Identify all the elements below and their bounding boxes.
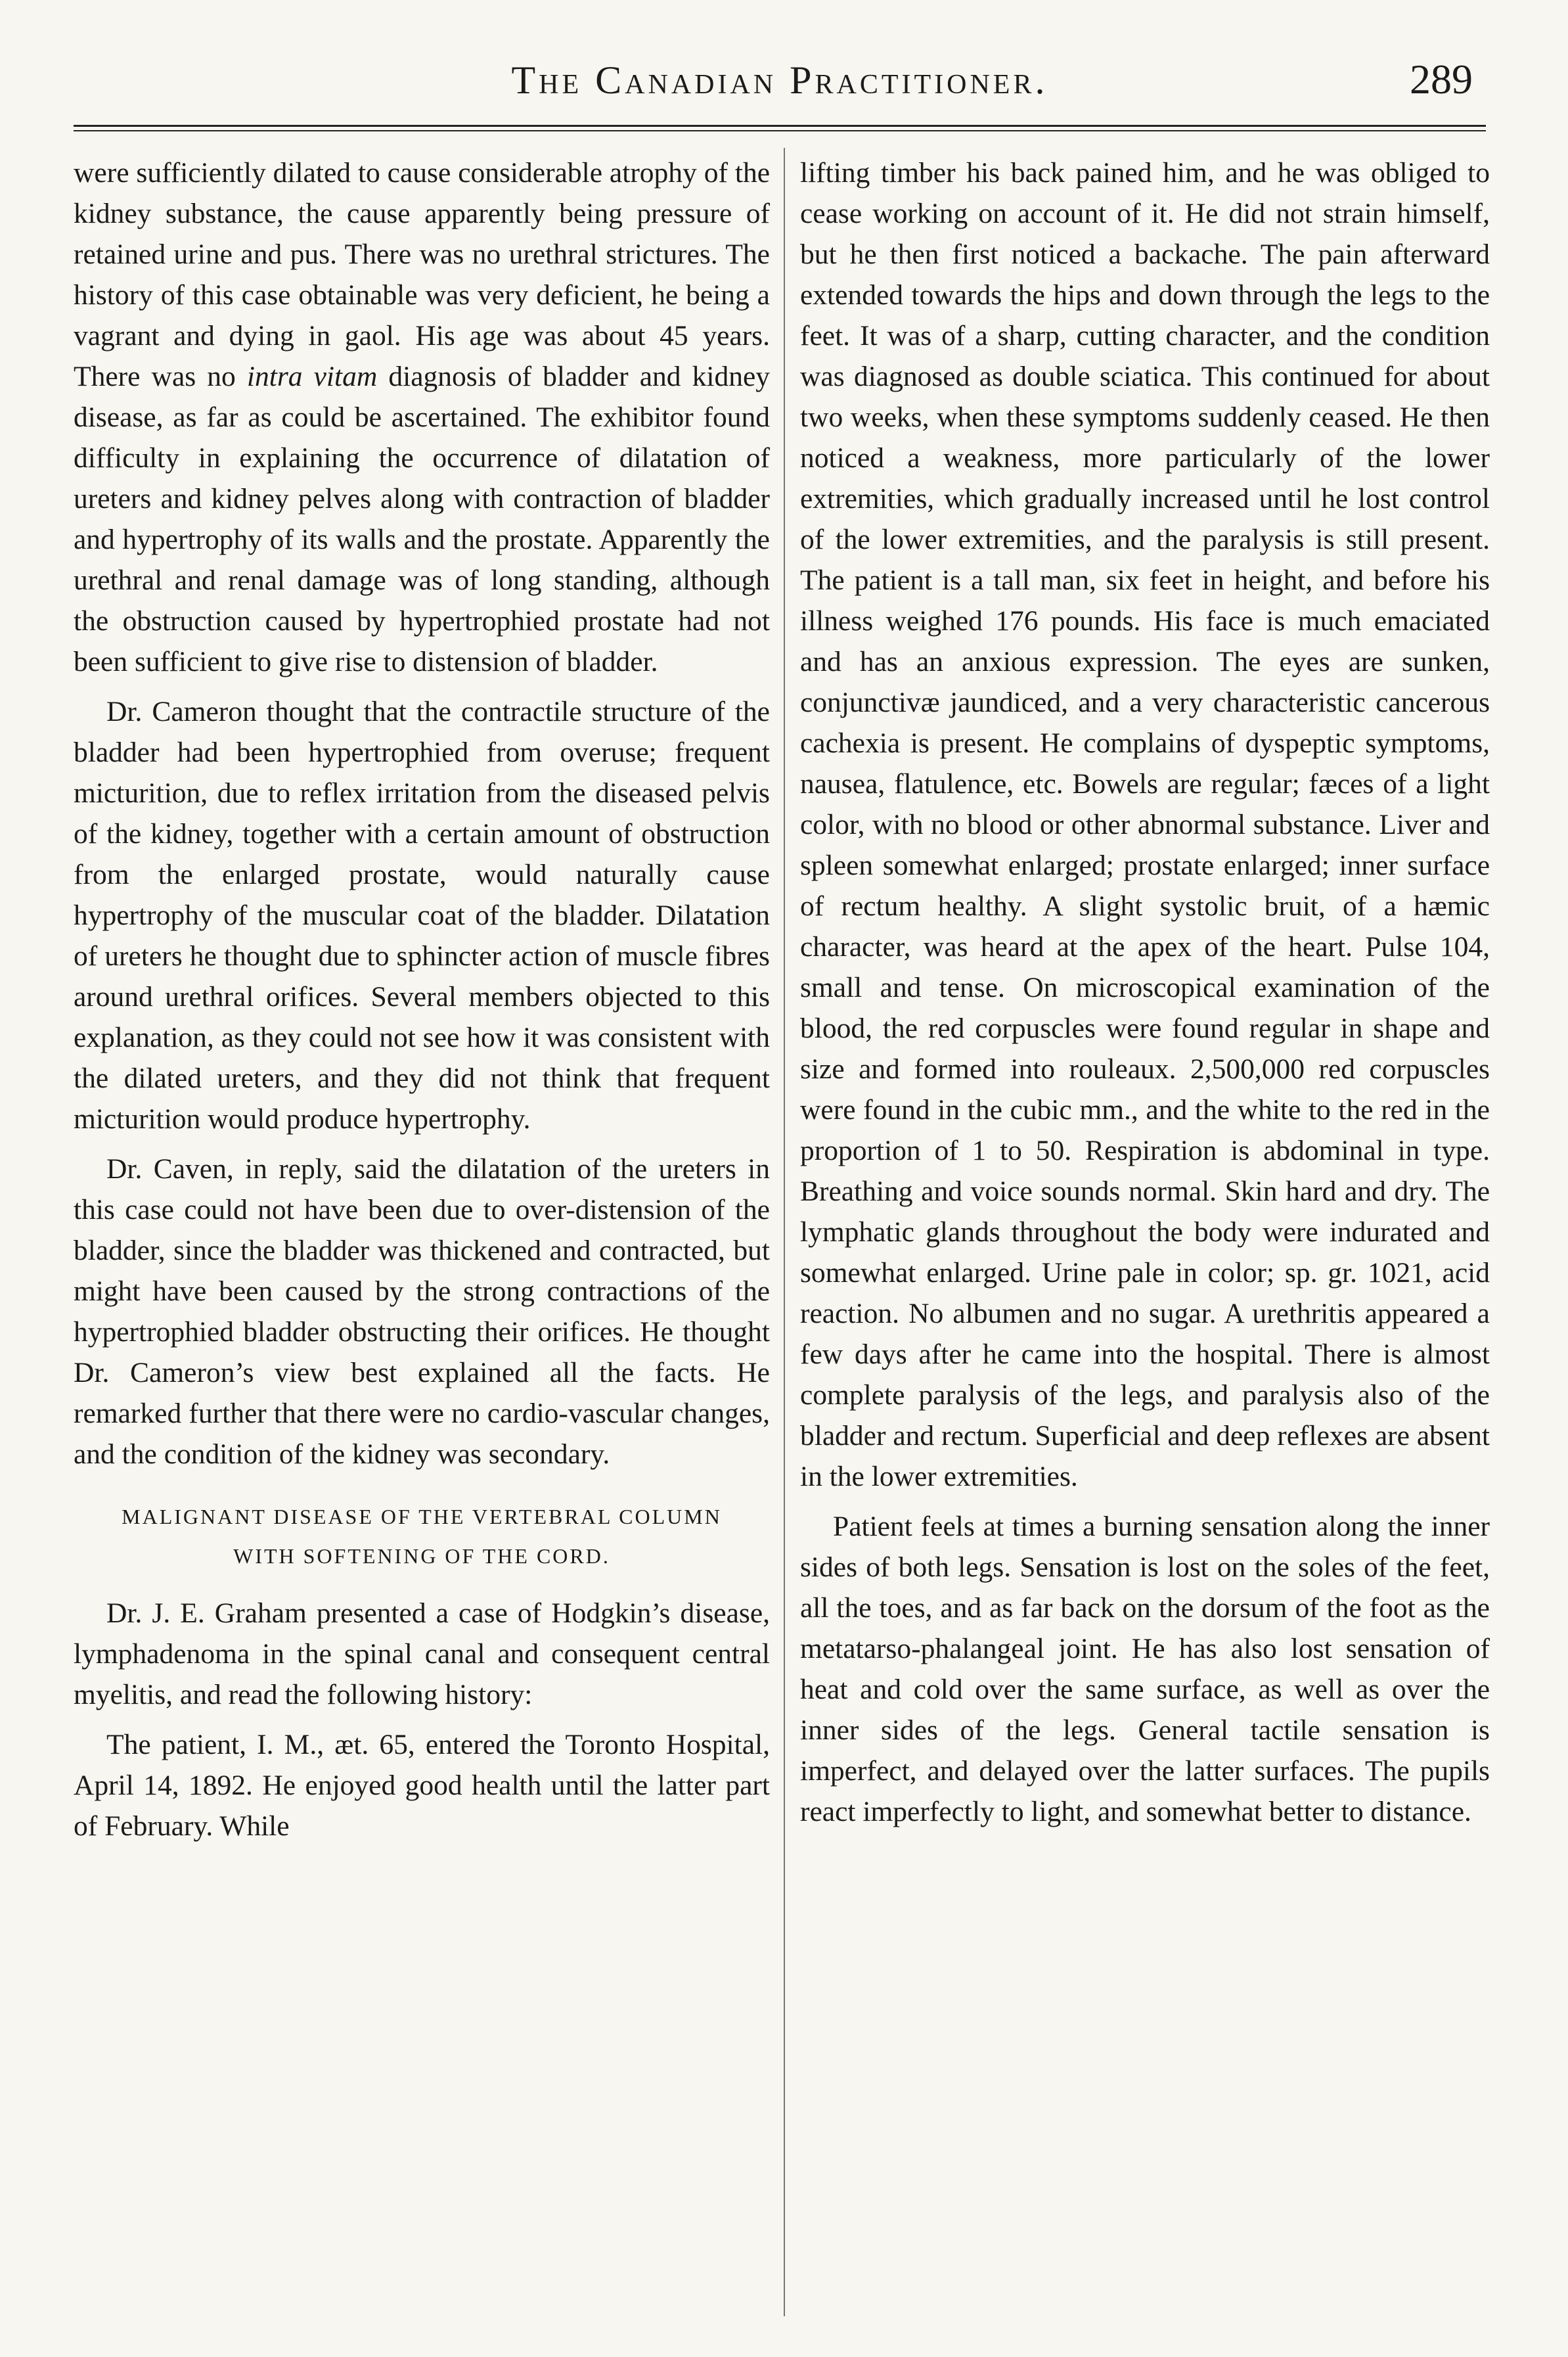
paragraph: lifting timber his back pained him, and he was obliged to cease working on account of it. He did not strain himself, but he then first noticed a backache. The pain afterward extended towards the hips and down through the legs to the feet. It was of a sharp, cutting character, and the condition was diagnosed as double sciatica. This continued for about two weeks, when these symptoms suddenly ceased. He then noticed a weakness, more particularly of the lower extremities, which gradually increased until he lost control of the lower extremities, and the paralysis is still present. The patient is a tall man, six feet in height, and before his illness weighed 176 pounds. His face is much emaciated and has an anxious expression. The eyes are sunken, conjunctivæ jaundiced, and a very characteristic cancerous cachexia is present. He complains of dyspeptic symptoms, nausea, flatulence, etc. Bowels are regular; fæces of a light color, with no blood or other abnormal substance. Liver and spleen somewhat enlarged; prostate enlarged; inner surface of rectum healthy. A slight systolic bruit, of a hæmic character, was heard at the apex of the heart. Pulse 104, small and tense. On microscopical examination of the blood, the red corpuscles were found regular in shape and size and formed into rouleaux. 2,500,000 red corpuscles were found in the cubic mm., and the white to the red in the proportion of 1 to 50. Respiration is abdominal in type. Breathing and voice sounds normal. Skin hard and dry. The lymphatic glands throughout the body were indurated and somewhat enlarged. Urine pale in color; sp. gr. 1021, acid reaction. No albumen and no sugar. A urethritis appeared a few days after he came into the hospital. There is almost complete paralysis of the legs, and paralysis also of the bladder and rectum. Superficial and deep reflexes are absent in the lower extremities.: [800, 157, 1490, 1492]
paragraph-text: were sufficiently dilated to cause considerable atrophy of the kidney substance, the cause apparently being pressure of retained urine and pus. There was no urethral strictures. The history of this case obtainable was very deficient, he being a vagrant and dying in gaol. His age was about 45 years. There was no: [74, 157, 770, 392]
header-rule-bottom: [74, 130, 1486, 131]
paragraph-text: diagnosis of bladder and kidney disease, as far as could be ascertained. The exhibitor found difficulty in explaining the occurrence of dilatation of ureters and kidney pelves along with contraction of bladder and hypertrophy of its walls and the prostate. Apparently the urethral and renal damage was of long standing, although the obstruction caused by hypertrophied prostate had not been sufficient to give rise to distension of bladder.: [74, 361, 771, 677]
paragraph: [74, 152, 770, 682]
section-heading-line: WITH SOFTENING OF THE CORD.: [233, 1544, 610, 1568]
running-title: The Canadian Practitioner.: [511, 58, 1048, 102]
italic-phrase: intra vitam: [246, 361, 378, 392]
column-divider: [784, 148, 785, 2316]
page-header: [74, 46, 1486, 118]
header-rule-top: [74, 125, 1486, 127]
page-number: 289: [1410, 56, 1473, 103]
paragraph: Dr. J. E. Graham presented a case of Hodgkin’s disease, lymphadenoma in the spinal canal and consequent central myelitis, and read the following history:: [74, 1597, 770, 1710]
paragraph: Patient feels at times a burning sensation along the inner sides of both legs. Sensation is lost on the soles of the feet, all the toes, and as far back on the dorsum of the foot as the metatarso-phalangeal joint. He has also lost sensation of heat and cold over the same surface, as well as over the inner sides of the legs. General tactile sensation is imperfect, and delayed over the latter surfaces. The pupils react imperfectly to light, and somewhat better to distance.: [800, 1511, 1490, 1827]
right-column: [800, 152, 1490, 1841]
paragraph: Dr. Cameron thought that the contractile structure of the bladder had been hypertrophied from overuse; frequent micturition, due to reflex irritation from the diseased pelvis of the kidney, together with a certain amount of obstruction from the enlarged prostate, would naturally cause hypertrophy of the muscular coat of the bladder. Dilatation of ureters he thought due to sphincter action of muscle fibres around urethral orifices. Several members objected to this explanation, as they could not see how it was consistent with the dilated ureters, and they did not think that frequent micturition would produce hypertrophy.: [74, 696, 770, 1135]
section-heading-line: MALIGNANT DISEASE OF THE VERTEBRAL COLUMN: [122, 1505, 722, 1528]
paragraph: The patient, I. M., æt. 65, entered the Toronto Hospital, April 14, 1892. He enjoyed good health until the latter part of February. While: [74, 1729, 770, 1842]
section-heading: [74, 1497, 770, 1576]
left-column: [74, 152, 770, 1856]
paragraph: Dr. Caven, in reply, said the dilatation of the ureters in this case could not have been due to over-distension of the bladder, since the bladder was thickened and contracted, but might have been caused by the strong contractions of the hypertrophied bladder obstructing their orifices. He thought Dr. Cameron’s view best explained all the facts. He remarked further that there were no cardio-vascular changes, and the condition of the kidney was secondary.: [74, 1153, 770, 1470]
